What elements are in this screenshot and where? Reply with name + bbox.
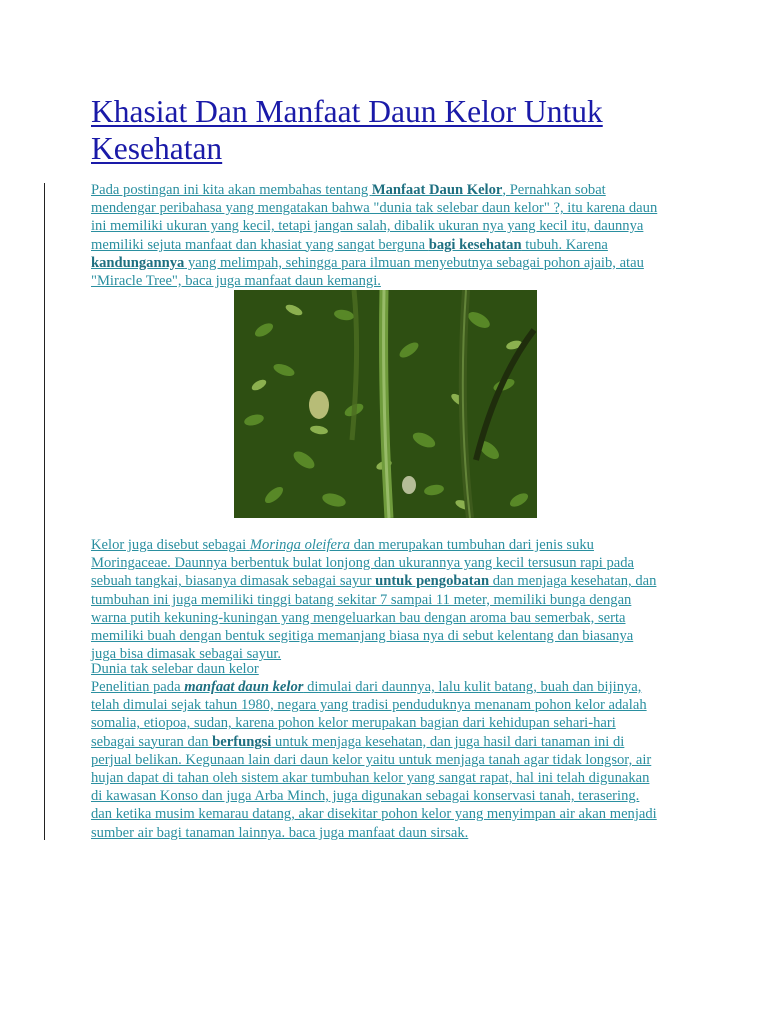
text-line: Kelor juga disebut sebagai Moringa oleifera dan merupakan tumbuhan dari jenis suku bbox=[91, 537, 594, 553]
text-line: memiliki sejuta manfaat dan khasiat yang sangat berguna bagi kesehatan tubuh. Karena bbox=[91, 236, 608, 253]
research-paragraph[interactable] bbox=[91, 678, 657, 842]
text-line: Pada postingan ini kita akan membahas tentang Manfaat Daun Kelor, Pernahkan sobat bbox=[91, 182, 606, 198]
text-line: sebagai sayuran dan berfungsi untuk menjaga kesehatan, dan juga hasil dari tanaman ini di bbox=[91, 733, 625, 750]
text-line: sumber air bagi tanaman lainnya. baca juga manfaat daun sirsak. bbox=[91, 824, 469, 841]
text-line: "Miracle Tree", baca juga manfaat daun kemangi. bbox=[91, 273, 381, 290]
text-line: hujan dapat di tahan oleh sistem akar tumbuhan kelor yang sangat rapat, hal ini telah digunakan bbox=[91, 770, 650, 787]
section-subheading[interactable]: Dunia tak selebar daun kelor bbox=[91, 661, 259, 677]
species-name: Moringa oleifera bbox=[249, 537, 350, 553]
text-line: tumbuhan ini juga memiliki tinggi batang sekitar 7 sampai 11 meter, memiliki bunga dengan bbox=[91, 591, 632, 608]
keyword-link[interactable]: Manfaat Daun Kelor bbox=[371, 182, 503, 198]
text-line: ini memiliki ukuran yang kecil, tetapi jangan salah, dibalik ukuran nya yang kecil itu, daunnya bbox=[91, 218, 644, 235]
text-line: warna putih kekuning-kuningan yang mengeluarkan bau dengan aroma bau semerbak, serta bbox=[91, 609, 626, 626]
text-line: memiliki buah dengan bentuk segitiga memanjang biasa nya di sebut kelentang dan biasanya bbox=[91, 628, 634, 645]
keyword-link[interactable]: manfaat daun kelor bbox=[184, 679, 304, 695]
intro-paragraph[interactable] bbox=[91, 181, 657, 290]
moringa-pods-photo bbox=[234, 290, 537, 518]
keyword-link[interactable]: berfungsi bbox=[212, 733, 272, 750]
text-line: Moringaceae. Daunnya berbentuk bulat lonjong dan ukurannya yang kecil tersusun rapi pada bbox=[91, 555, 635, 572]
text-line: juga bisa dimasak sebagai sayur. bbox=[91, 646, 282, 663]
text-line: perjual belikan. Kegunaan lain dari daun kelor yaitu untuk menjaga tanah agar tidak longsor, air bbox=[91, 751, 652, 768]
text-line: somalia, etiopoa, sudan, karena pohon kelor merupakan bagian dari kehidupan sehari-hari bbox=[91, 715, 616, 732]
keyword-link[interactable]: bagi kesehatan bbox=[428, 236, 522, 253]
text-line: telah dimulai sejak tahun 1980, negara yang tradisi penduduknya menanam pohon kelor adalah bbox=[91, 697, 647, 714]
text-line: kandungannya yang melimpah, sehingga para ilmuan menyebutnya sebagai pohon ajaib, atau bbox=[91, 254, 644, 271]
page-title[interactable]: Khasiat Dan Manfaat Daun Kelor Untuk Kesehatan bbox=[91, 94, 603, 166]
text-line: di kawasan Konso dan juga Arba Minch, juga digunakan sebagai konservasi tanah, terasering. bbox=[91, 788, 640, 805]
text-line: sebuah tangkai, biasanya dimasak sebagai sayur untuk pengobatan dan menjaga kesehatan, dan bbox=[91, 573, 657, 590]
text-line: dan ketika musim kemarau datang, akar disekitar pohon kelor yang menyimpan air akan menjadi bbox=[91, 806, 657, 823]
description-paragraph[interactable] bbox=[91, 536, 656, 663]
margin-rule bbox=[44, 183, 45, 840]
text-line: Penelitian pada manfaat daun kelor dimulai dari daunnya, lalu kulit batang, buah dan bijinya, bbox=[91, 679, 642, 695]
keyword-link[interactable]: kandungannya bbox=[91, 254, 185, 271]
text-line: mendengar peribahasa yang mengatakan bahwa "dunia tak selebar daun kelor" ?, itu karena daun bbox=[91, 200, 658, 217]
keyword-link[interactable]: untuk pengobatan bbox=[375, 573, 490, 590]
